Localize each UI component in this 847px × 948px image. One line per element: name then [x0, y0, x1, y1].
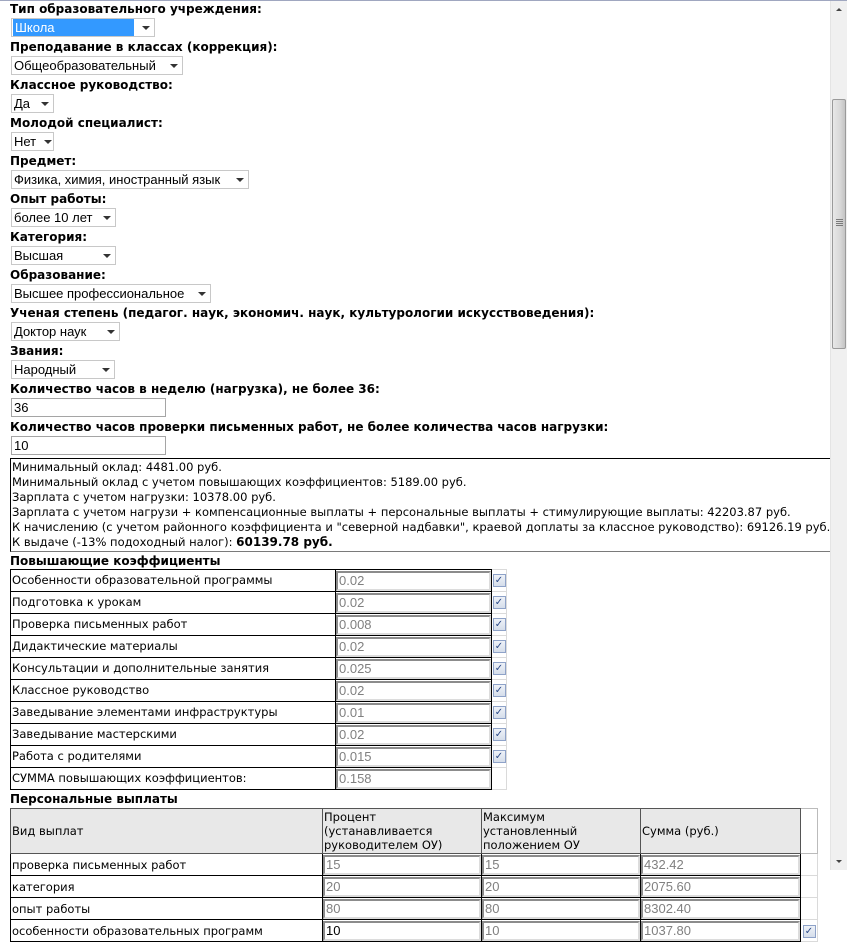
chevron-down-icon — [236, 178, 244, 182]
table-row — [11, 898, 818, 920]
scrollbar-thumb[interactable] — [832, 99, 846, 349]
header-check — [801, 809, 818, 854]
payment-sum-input[interactable]: 432.42 — [641, 855, 800, 875]
payment-max-input[interactable]: 10 — [482, 921, 640, 941]
table-row — [11, 680, 507, 702]
subject-select[interactable] — [11, 170, 249, 189]
header-max: Максимум установленный положением ОУ — [482, 809, 641, 854]
institution-type-value: Школа — [13, 19, 134, 36]
checkbox-checked-icon[interactable]: ✓ — [493, 640, 506, 653]
chevron-down-icon — [103, 254, 111, 258]
coefficient-value-input[interactable]: 0.02 — [336, 593, 491, 613]
payment-max-input[interactable]: 20 — [482, 877, 640, 897]
chevron-down-icon — [198, 292, 206, 296]
coefficient-name: Заведывание элементами инфраструктуры — [11, 702, 336, 724]
header-payment-type: Вид выплат — [11, 809, 323, 854]
education-value: Высшее профессиональное — [14, 286, 185, 301]
coefficient-name: Работа с родителями — [11, 746, 336, 768]
payment-name: опыт работы — [11, 898, 323, 920]
coefficient-value-input[interactable]: 0.01 — [336, 703, 491, 723]
arrow-down-icon[interactable] — [831, 853, 847, 870]
education-select[interactable] — [11, 284, 211, 303]
class-teaching-value: Общеобразовательный — [14, 58, 156, 73]
checkbox-checked-icon[interactable]: ✓ — [493, 662, 506, 675]
coefficient-name: Дидактические материалы — [11, 636, 336, 658]
table-row — [11, 570, 507, 592]
chevron-down-icon — [102, 368, 110, 372]
category-select[interactable] — [11, 246, 116, 265]
checkbox-checked-icon[interactable]: ✓ — [493, 750, 506, 763]
checkbox-checked-icon[interactable]: ✓ — [493, 618, 506, 631]
coefficient-name: Заведывание мастерскими — [11, 724, 336, 746]
payment-percent-input[interactable]: 10 — [323, 921, 481, 941]
header-sum: Сумма (руб.) — [641, 809, 801, 854]
result-min-salary-coef: Минимальный оклад с учетом повышающих коэффициентов: 5189.00 руб. — [12, 475, 467, 489]
coefficient-name: Классное руководство — [11, 680, 336, 702]
result-salary-load: Зарплата с учетом нагрузки: 10378.00 руб. — [12, 490, 276, 504]
table-row — [11, 614, 507, 636]
category-label: Категория: — [10, 230, 88, 244]
experience-select[interactable] — [11, 208, 116, 227]
coefficient-sum-row — [11, 768, 507, 790]
payment-max-input[interactable]: 80 — [482, 899, 640, 919]
table-row — [11, 702, 507, 724]
checkbox-checked-icon[interactable]: ✓ — [493, 596, 506, 609]
chevron-down-icon — [142, 26, 150, 30]
grip-icon — [836, 219, 843, 227]
young-specialist-value: Нет — [14, 134, 37, 149]
coefficient-name: Подготовка к урокам — [11, 592, 336, 614]
young-specialist-label: Молодой специалист: — [10, 116, 163, 130]
check-hours-input[interactable]: 10 — [11, 436, 166, 455]
coefficient-value-input[interactable]: 0.008 — [336, 615, 491, 635]
personal-title: Персональные выплаты — [10, 792, 178, 806]
subject-value: Физика, химия, иностранный язык — [14, 172, 221, 187]
calculation-results — [10, 458, 833, 552]
class-teaching-label: Преподавание в классах (коррекция): — [10, 40, 278, 54]
chevron-down-icon — [44, 140, 52, 144]
result-payout-label: К выдаче (-13% подоходный налог): — [12, 535, 237, 549]
coefficient-value-input[interactable]: 0.025 — [336, 659, 491, 679]
degree-select[interactable] — [11, 322, 120, 341]
coefficient-value-input[interactable]: 0.015 — [336, 747, 491, 767]
chevron-down-icon — [170, 64, 178, 68]
payment-sum-input[interactable]: 8302.40 — [641, 899, 800, 919]
payment-name: особенности образовательных программ — [11, 920, 323, 942]
checkbox-checked-icon[interactable]: ✓ — [493, 574, 506, 587]
coefficient-sum-label: СУММА повышающих коэффициентов: — [11, 768, 336, 790]
weekly-hours-input[interactable]: 36 — [11, 398, 166, 417]
arrow-up-icon[interactable] — [831, 1, 847, 18]
subject-label: Предмет: — [10, 154, 77, 168]
young-specialist-select[interactable] — [11, 132, 54, 151]
checkbox-checked-icon[interactable]: ✓ — [803, 925, 816, 938]
table-row — [11, 876, 818, 898]
header-percent: Процент (устанавливается руководителем ОУ) — [323, 809, 482, 854]
coefficient-value-input[interactable]: 0.02 — [336, 571, 491, 591]
payment-percent-input[interactable]: 20 — [323, 877, 481, 897]
coefficient-value-input[interactable]: 0.02 — [336, 725, 491, 745]
category-value: Высшая — [14, 248, 64, 263]
degree-value: Доктор наук — [14, 324, 87, 339]
weekly-hours-label: Количество часов в неделю (нагрузка), не более 36: — [10, 382, 380, 396]
personal-payments-table — [10, 808, 818, 942]
experience-value: более 10 лет — [14, 210, 93, 225]
titles-value: Народный — [14, 362, 77, 377]
result-salary-total: Зарплата с учетом нагрузи + компенсационные выплаты + персональные выплаты + стимулирующие выплаты: 42203.87 руб. — [12, 505, 791, 519]
payment-sum-input[interactable]: 1037.80 — [641, 921, 800, 941]
table-header-row — [11, 809, 818, 854]
check-hours-label: Количество часов проверки письменных работ, не более количества часов нагрузки: — [10, 420, 609, 434]
table-row — [11, 592, 507, 614]
titles-select[interactable] — [11, 360, 115, 379]
result-payout-value: 60139.78 руб. — [236, 535, 333, 549]
experience-label: Опыт работы: — [10, 192, 107, 206]
checkbox-checked-icon[interactable]: ✓ — [493, 684, 506, 697]
class-supervision-label: Классное руководство: — [10, 78, 173, 92]
chevron-down-icon — [107, 330, 115, 334]
table-row — [11, 724, 507, 746]
table-row — [11, 746, 507, 768]
chevron-down-icon — [41, 102, 49, 106]
coefficient-value-input[interactable]: 0.02 — [336, 637, 491, 657]
table-row — [11, 854, 818, 876]
result-payout — [12, 535, 830, 550]
education-label: Образование: — [10, 268, 106, 282]
coefficients-table — [10, 569, 507, 790]
coefficients-title: Повышающие коэффициенты — [10, 554, 221, 568]
titles-label: Звания: — [10, 344, 64, 358]
institution-type-select[interactable] — [11, 18, 155, 37]
institution-type-label: Тип образовательного учреждения: — [10, 2, 262, 16]
table-row — [11, 658, 507, 680]
payment-sum-input[interactable]: 2075.60 — [641, 877, 800, 897]
result-min-salary: Минимальный оклад: 4481.00 руб. — [12, 460, 222, 474]
checkbox-checked-icon[interactable]: ✓ — [493, 706, 506, 719]
payment-percent-input[interactable]: 80 — [323, 899, 481, 919]
payment-name: проверка письменных работ — [11, 854, 323, 876]
salary-calculator-form — [10, 1, 830, 948]
table-row — [11, 636, 507, 658]
class-supervision-select[interactable] — [11, 94, 54, 113]
coefficient-value-input[interactable]: 0.02 — [336, 681, 491, 701]
coefficient-sum-input[interactable]: 0.158 — [336, 769, 491, 789]
empty-cell — [492, 768, 507, 790]
table-row — [11, 920, 818, 942]
coefficient-name: Проверка письменных работ — [11, 614, 336, 636]
coefficient-name: Консультации и дополнительные занятия — [11, 658, 336, 680]
payment-percent-input[interactable]: 15 — [323, 855, 481, 875]
result-accrual: К начислению (с учетом районного коэффициента и "северной надбавки", краевой доплаты за классное руководство): 69126.19 руб. — [12, 520, 831, 534]
payment-name: категория — [11, 876, 323, 898]
vertical-scrollbar[interactable] — [830, 1, 847, 870]
chevron-down-icon — [103, 216, 111, 220]
checkbox-checked-icon[interactable]: ✓ — [493, 728, 506, 741]
coefficient-name: Особенности образовательной программы — [11, 570, 336, 592]
degree-label: Ученая степень (педагог. наук, экономич. наук, культурологии искусствоведения): — [10, 306, 595, 320]
class-supervision-value: Да — [14, 96, 31, 111]
payment-max-input[interactable]: 15 — [482, 855, 640, 875]
class-teaching-select[interactable] — [11, 56, 183, 75]
